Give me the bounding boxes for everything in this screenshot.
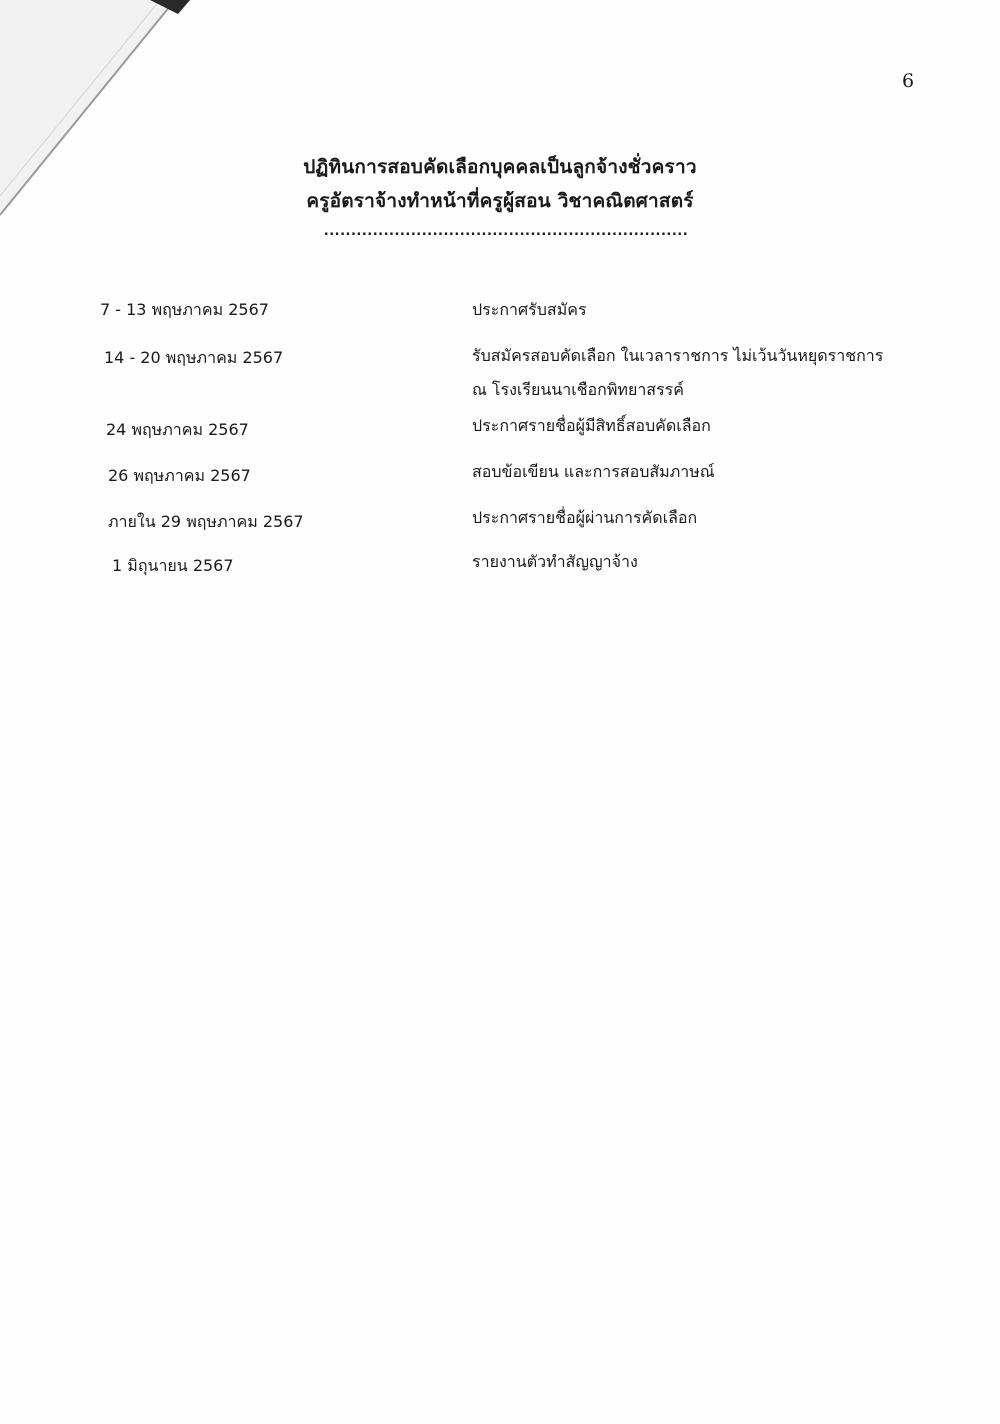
schedule-date-3: 24 พฤษภาคม 2567 [106,420,249,439]
schedule-date-2: 14 - 20 พฤษภาคม 2567 [104,348,284,367]
schedule-event-1: ประกาศรับสมัคร [472,300,587,319]
schedule-date-6: 1 มิถุนายน 2567 [112,556,234,575]
schedule-event-5: ประกาศรายชื่อผู้ผ่านการคัดเลือก [472,508,698,527]
schedule-event-4: สอบข้อเขียน และการสอบสัมภาษณ์ [472,462,715,481]
schedule-date-5: ภายใน 29 พฤษภาคม 2567 [108,512,304,531]
schedule-date-1: 7 - 13 พฤษภาคม 2567 [100,300,269,319]
title-separator: ................................................................... [323,224,689,239]
schedule-event-6: รายงานตัวทำสัญญาจ้าง [472,552,638,571]
page-number: 6 [902,70,915,92]
schedule-event-2: รับสมัครสอบคัดเลือก ในเวลาราชการ ไม่เว้นวันหยุดราชการ [472,346,884,365]
schedule-event-2-line-2: ณ โรงเรียนนาเชือกพิทยาสรรค์ [472,380,684,399]
document-title-line-1: ปฏิทินการสอบคัดเลือกบุคคลเป็นลูกจ้างชั่วคราว [303,156,697,178]
schedule-date-4: 26 พฤษภาคม 2567 [108,466,251,485]
document-title-line-2: ครูอัตราจ้างทำหน้าที่ครูผู้สอน วิชาคณิตศาสตร์ [306,190,694,212]
schedule-event-3: ประกาศรายชื่อผู้มีสิทธิ์สอบคัดเลือก [472,416,711,435]
